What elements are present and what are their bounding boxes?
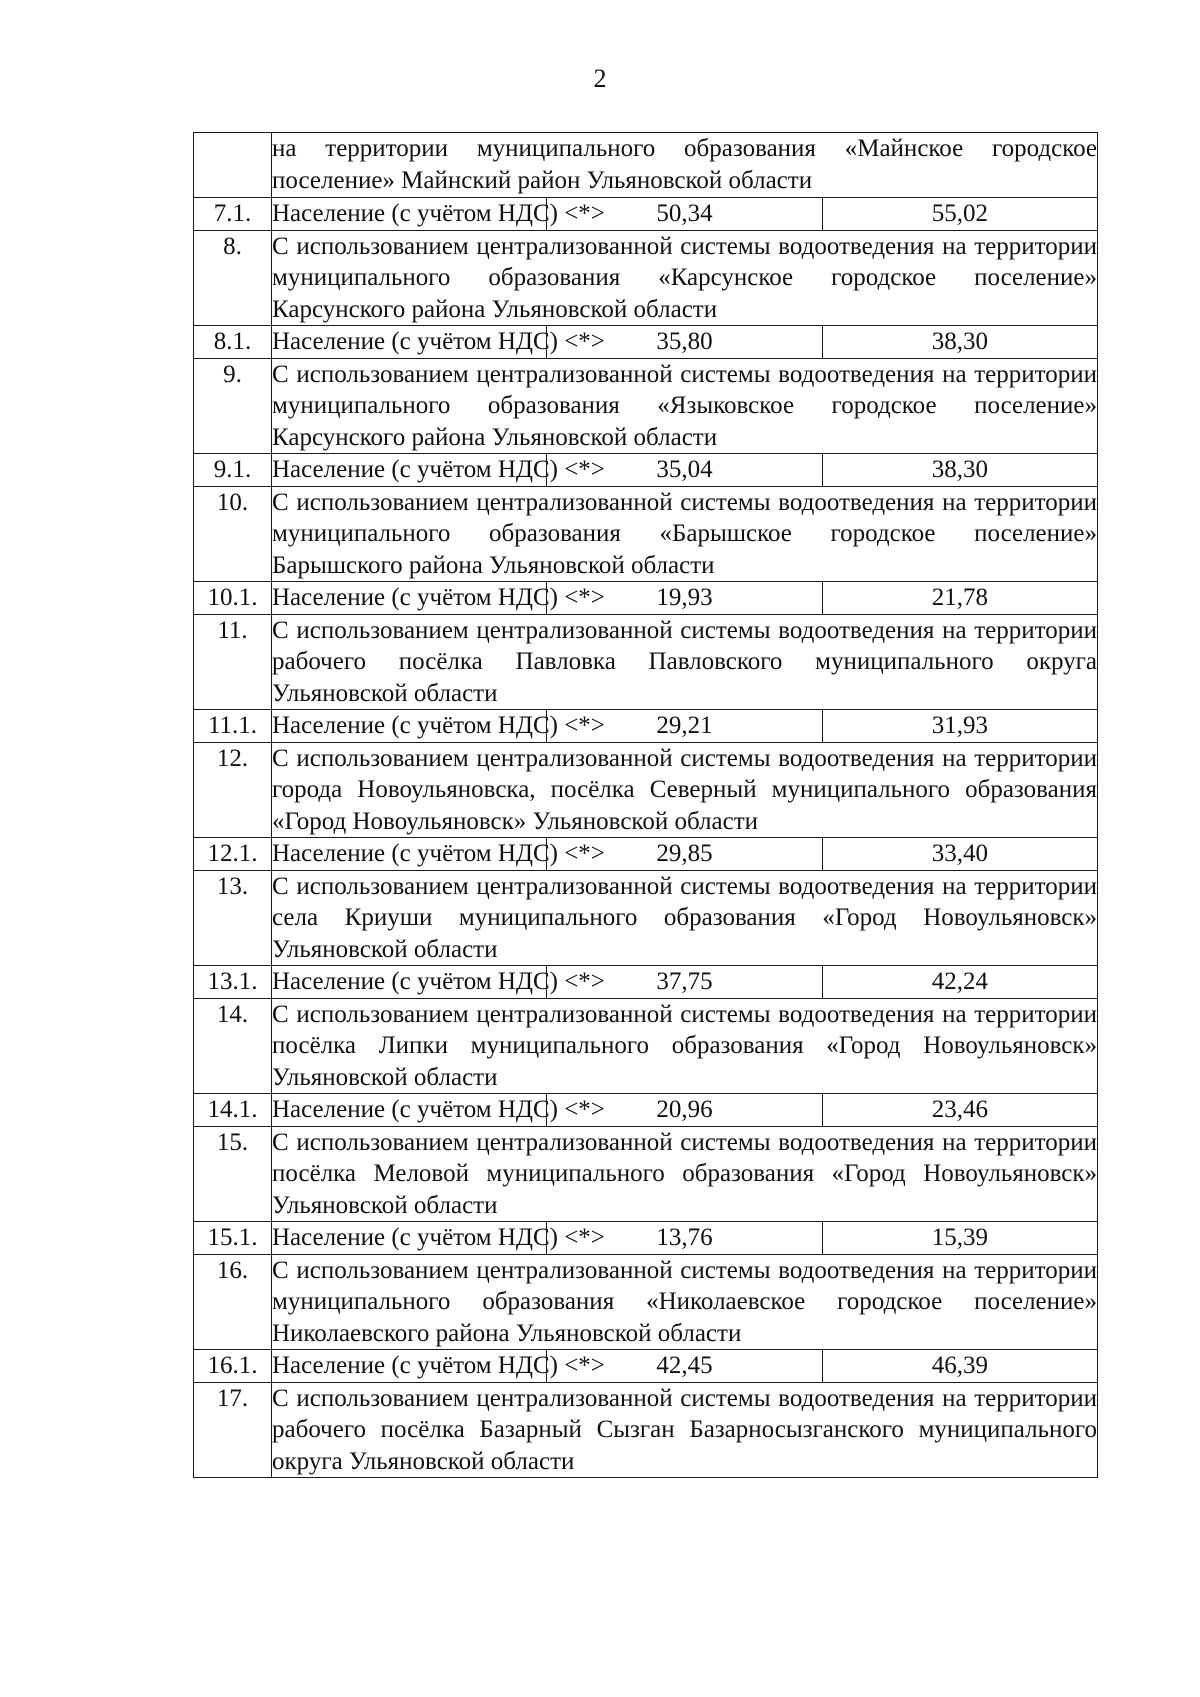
table-row bbox=[194, 1222, 1098, 1255]
table-row bbox=[194, 582, 1098, 615]
row-description: С использованием централизованной системы водоотведения на территории муниципального образования «Языковское городское поселение» Карсунского района Ульяновской области bbox=[272, 358, 1098, 454]
row-number: 13.1. bbox=[194, 966, 272, 999]
tariff-value-2: 38,30 bbox=[822, 326, 1097, 359]
row-description: С использованием централизованной системы водоотведения на территории муниципального образования «Карсунское городское поселение» Карсунского района Ульяновской области bbox=[272, 230, 1098, 326]
table-row bbox=[194, 454, 1098, 487]
consumer-label: Население (с учётом НДС) <*> bbox=[272, 1350, 547, 1383]
row-number: 11.1. bbox=[194, 710, 272, 743]
tariff-value-2: 15,39 bbox=[822, 1222, 1097, 1255]
row-number: 7.1. bbox=[194, 198, 272, 231]
consumer-label: Население (с учётом НДС) <*> bbox=[272, 582, 547, 615]
consumer-label: Население (с учётом НДС) <*> bbox=[272, 326, 547, 359]
table-row bbox=[194, 230, 1098, 326]
table-row bbox=[194, 133, 1098, 198]
table-row bbox=[194, 358, 1098, 454]
tariff-value-1: 20,96 bbox=[547, 1094, 822, 1127]
row-number: 9.1. bbox=[194, 454, 272, 487]
table-row bbox=[194, 710, 1098, 743]
consumer-label: Население (с учётом НДС) <*> bbox=[272, 710, 547, 743]
tariff-value-2: 33,40 bbox=[822, 838, 1097, 871]
row-description: С использованием централизованной системы водоотведения на территории посёлка Липки муниципального образования «Город Новоульяновск» Ульяновской области bbox=[272, 998, 1098, 1094]
table-row bbox=[194, 870, 1098, 966]
row-number: 13. bbox=[194, 870, 272, 966]
tariff-table-body bbox=[194, 133, 1098, 1478]
row-number: 14. bbox=[194, 998, 272, 1094]
tariff-value-1: 19,93 bbox=[547, 582, 822, 615]
tariff-value-2: 55,02 bbox=[822, 198, 1097, 231]
table-row bbox=[194, 1350, 1098, 1383]
tariff-value-1: 13,76 bbox=[547, 1222, 822, 1255]
table-row bbox=[194, 838, 1098, 871]
table-row bbox=[194, 1254, 1098, 1350]
consumer-label: Население (с учётом НДС) <*> bbox=[272, 454, 547, 487]
tariff-value-1: 35,04 bbox=[547, 454, 822, 487]
table-row bbox=[194, 326, 1098, 359]
tariff-value-2: 42,24 bbox=[822, 966, 1097, 999]
table-row bbox=[194, 998, 1098, 1094]
consumer-label: Население (с учётом НДС) <*> bbox=[272, 966, 547, 999]
tariff-value-1: 50,34 bbox=[547, 198, 822, 231]
tariff-table bbox=[193, 132, 1098, 1478]
tariff-value-1: 35,80 bbox=[547, 326, 822, 359]
row-number: 8. bbox=[194, 230, 272, 326]
table-row bbox=[194, 198, 1098, 231]
row-number: 14.1. bbox=[194, 1094, 272, 1127]
row-number: 17. bbox=[194, 1382, 272, 1478]
row-description: С использованием централизованной системы водоотведения на территории села Криуши муниципального образования «Город Новоульяновск» Ульяновской области bbox=[272, 870, 1098, 966]
tariff-value-2: 31,93 bbox=[822, 710, 1097, 743]
row-number: 12. bbox=[194, 742, 272, 838]
row-description: С использованием централизованной системы водоотведения на территории рабочего посёлка Базарный Сызган Базарносызганского муниципального округа Ульяновской области bbox=[272, 1382, 1098, 1478]
row-description: С использованием централизованной системы водоотведения на территории муниципального образования «Николаевское городское поселение» Николаевского района Ульяновской области bbox=[272, 1254, 1098, 1350]
table-row bbox=[194, 486, 1098, 582]
consumer-label: Население (с учётом НДС) <*> bbox=[272, 1222, 547, 1255]
table-row bbox=[194, 1094, 1098, 1127]
row-description: С использованием централизованной системы водоотведения на территории города Новоульяновска, посёлка Северный муниципального образования «Город Новоульяновск» Ульяновской области bbox=[272, 742, 1098, 838]
row-number: 15.1. bbox=[194, 1222, 272, 1255]
tariff-value-1: 29,21 bbox=[547, 710, 822, 743]
table-row bbox=[194, 614, 1098, 710]
row-number: 16. bbox=[194, 1254, 272, 1350]
row-number: 10. bbox=[194, 486, 272, 582]
row-number bbox=[194, 133, 272, 198]
consumer-label: Население (с учётом НДС) <*> bbox=[272, 198, 547, 231]
row-description: на территории муниципального образования «Майнское городское поселение» Майнский район Ульяновской области bbox=[272, 133, 1098, 198]
row-number: 12.1. bbox=[194, 838, 272, 871]
row-number: 8.1. bbox=[194, 326, 272, 359]
table-row bbox=[194, 966, 1098, 999]
row-description: С использованием централизованной системы водоотведения на территории посёлка Меловой муниципального образования «Город Новоульяновск» Ульяновской области bbox=[272, 1126, 1098, 1222]
tariff-value-2: 21,78 bbox=[822, 582, 1097, 615]
page-number: 2 bbox=[593, 64, 607, 93]
row-number: 9. bbox=[194, 358, 272, 454]
row-description: С использованием централизованной системы водоотведения на территории рабочего посёлка Павловка Павловского муниципального округа Ульяновской области bbox=[272, 614, 1098, 710]
tariff-value-2: 38,30 bbox=[822, 454, 1097, 487]
table-row bbox=[194, 1382, 1098, 1478]
row-number: 16.1. bbox=[194, 1350, 272, 1383]
row-description: С использованием централизованной системы водоотведения на территории муниципального образования «Барышское городское поселение» Барышского района Ульяновской области bbox=[272, 486, 1098, 582]
table-row bbox=[194, 1126, 1098, 1222]
tariff-value-2: 46,39 bbox=[822, 1350, 1097, 1383]
consumer-label: Население (с учётом НДС) <*> bbox=[272, 1094, 547, 1127]
tariff-value-2: 23,46 bbox=[822, 1094, 1097, 1127]
row-number: 11. bbox=[194, 614, 272, 710]
row-number: 15. bbox=[194, 1126, 272, 1222]
consumer-label: Население (с учётом НДС) <*> bbox=[272, 838, 547, 871]
table-row bbox=[194, 742, 1098, 838]
tariff-value-1: 42,45 bbox=[547, 1350, 822, 1383]
row-number: 10.1. bbox=[194, 582, 272, 615]
tariff-value-1: 29,85 bbox=[547, 838, 822, 871]
tariff-value-1: 37,75 bbox=[547, 966, 822, 999]
